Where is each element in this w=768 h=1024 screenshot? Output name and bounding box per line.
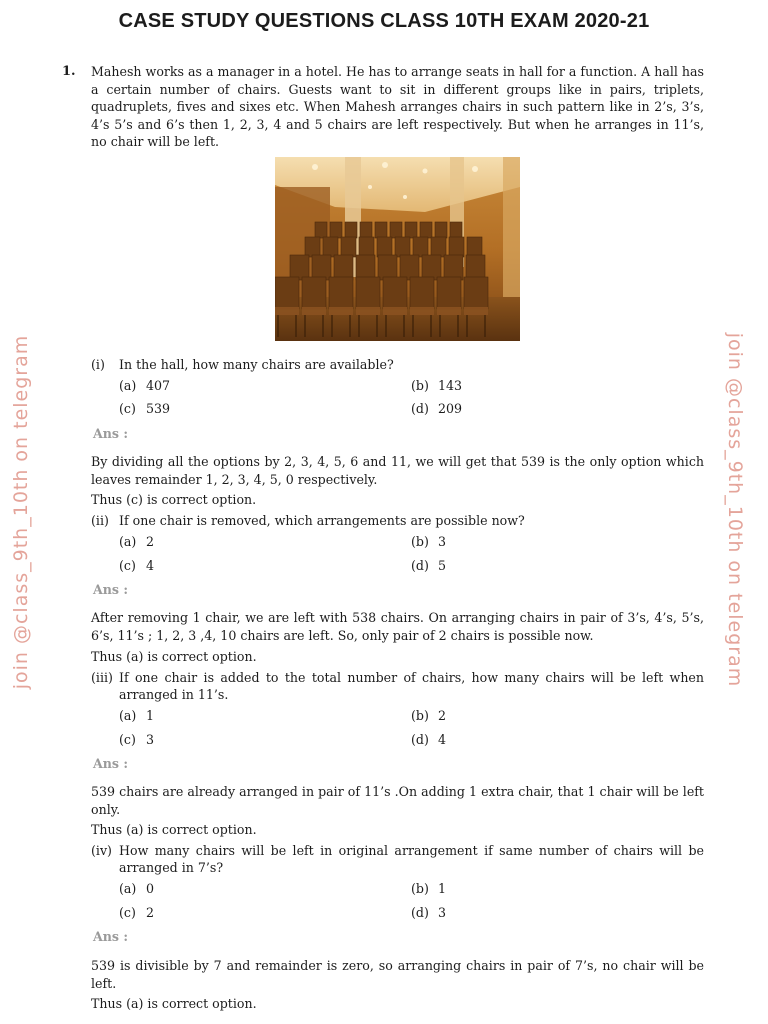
subquestion-4-number: (iv) bbox=[91, 843, 112, 858]
answer-3-conclusion: Thus (a) is correct option. bbox=[91, 822, 257, 837]
option-1d: (d) 209 bbox=[411, 401, 463, 416]
option-2b: (b) 3 bbox=[411, 534, 447, 549]
option-3a: (a) 1 bbox=[119, 708, 155, 723]
question-number: 1. bbox=[62, 64, 76, 79]
subquestion-1-number: (i) bbox=[91, 357, 105, 372]
option-1b: (b) 143 bbox=[411, 378, 463, 393]
option-2c: (c) 4 bbox=[119, 558, 155, 573]
watermark-left: join @class_9th_10th on telegram bbox=[10, 334, 32, 690]
option-2d: (d) 5 bbox=[411, 558, 447, 573]
answer-2-conclusion: Thus (a) is correct option. bbox=[91, 649, 257, 664]
subquestion-3-text: If one chair is added to the total number of chairs, how many chairs will be left when arranged in 11’s. bbox=[119, 670, 704, 702]
option-4a: (a) 0 bbox=[119, 881, 155, 896]
subquestion-2-text: If one chair is removed, which arrangements are possible now? bbox=[119, 513, 525, 528]
answer-2-text: After removing 1 chair, we are left with 538 chairs. On arranging chairs in pair of 3’s, 4’s, 5’s, 6’s, 11’s ; 1, 2, 3 ,4, 10 chairs are left. So, only pair of 2 chairs is possible now. bbox=[91, 610, 704, 643]
answer-4-conclusion: Thus (a) is correct option. bbox=[91, 996, 257, 1011]
question-intro: Mahesh works as a manager in a hotel. He has to arrange seats in hall for a function. A hall has a certain number of chairs. Guests want to sit in different groups like in pairs, triplets, quadruplets, fives and sixes etc. When Mahesh arranges chairs in such pattern like in 2’s, 3’s, 4’s 5’s and 6’s then 1, 2, 3, 4 and 5 chairs are left respectively. But when he arranges in 11’s, no chair will be left. bbox=[91, 64, 704, 149]
subquestion-1-text: In the hall, how many chairs are available? bbox=[119, 357, 394, 372]
subquestion-2 bbox=[91, 512, 704, 529]
subquestion-2-number: (ii) bbox=[91, 513, 109, 528]
option-2a: (a) 2 bbox=[119, 534, 155, 549]
page-title: CASE STUDY QUESTIONS CLASS 10TH EXAM 2020-21 bbox=[118, 10, 650, 32]
answer-4-text: 539 is divisible by 7 and remainder is zero, so arranging chairs in pair of 7’s, no chair will be left. bbox=[91, 958, 704, 991]
answer-label-1: Ans : bbox=[93, 426, 129, 441]
option-1a: (a) 407 bbox=[119, 378, 171, 393]
subquestion-4-text: How many chairs will be left in original arrangement if same number of chairs will be arranged in 7’s? bbox=[119, 843, 704, 875]
answer-label-2: Ans : bbox=[93, 582, 129, 597]
option-1c: (c) 539 bbox=[119, 401, 171, 416]
answer-1-conclusion: Thus (c) is correct option. bbox=[91, 492, 257, 507]
option-3b: (b) 2 bbox=[411, 708, 447, 723]
subquestion-4 bbox=[91, 842, 704, 876]
option-4c: (c) 2 bbox=[119, 905, 155, 920]
option-4d: (d) 3 bbox=[411, 905, 447, 920]
option-4b: (b) 1 bbox=[411, 881, 447, 896]
subquestion-1 bbox=[91, 356, 704, 373]
answer-label-3: Ans : bbox=[93, 756, 129, 771]
watermark-right: join @class_9th_10th on telegram bbox=[724, 332, 746, 688]
hall-photo bbox=[275, 157, 520, 341]
answer-1-text: By dividing all the options by 2, 3, 4, 5, 6 and 11, we will get that 539 is the only option which leaves remainder 1, 2, 3, 4, 5, 0 respectively. bbox=[91, 454, 704, 487]
answer-label-4: Ans : bbox=[93, 929, 129, 944]
subquestion-3-number: (iii) bbox=[91, 670, 113, 685]
answer-3-text: 539 chairs are already arranged in pair of 11’s .On adding 1 extra chair, that 1 chair will be left only. bbox=[91, 784, 704, 817]
option-3c: (c) 3 bbox=[119, 732, 155, 747]
option-3d: (d) 4 bbox=[411, 732, 447, 747]
subquestion-3 bbox=[91, 669, 704, 703]
